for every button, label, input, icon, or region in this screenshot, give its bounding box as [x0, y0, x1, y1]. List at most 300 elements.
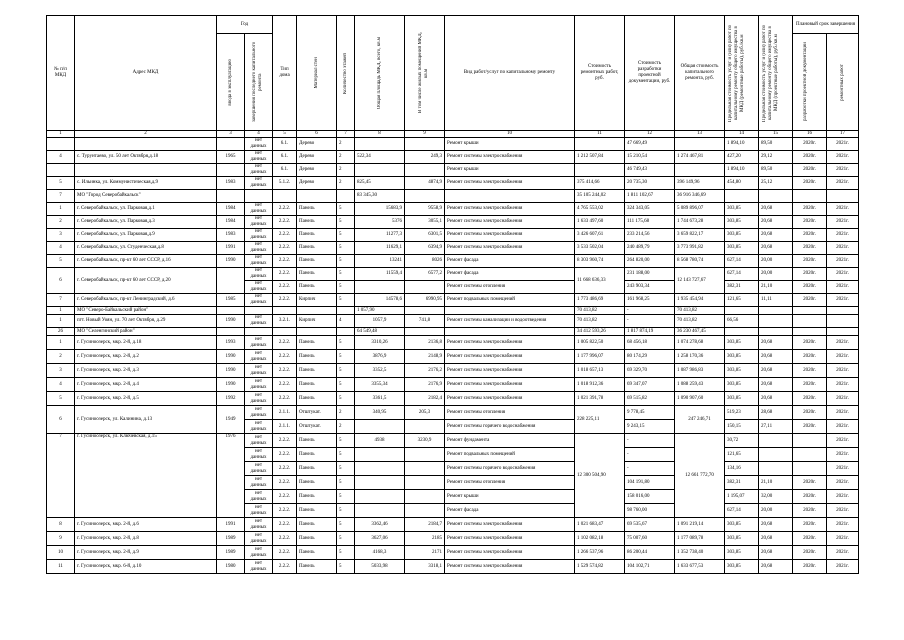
- cell-total-area: [355, 490, 405, 504]
- cell-design-cost: 9 243,15: [625, 420, 675, 434]
- col-number: 12: [625, 131, 675, 138]
- cell-repair-cost: 3 533 502,04: [575, 242, 625, 255]
- cell-year-commission: 1983: [217, 229, 245, 242]
- cell-work-type: Ремонт системы электроснабжения: [445, 151, 575, 164]
- cell-floors: 5: [337, 434, 355, 448]
- cell-empty: [245, 328, 273, 336]
- cell-empty: [759, 307, 793, 315]
- table-row: [47, 406, 859, 420]
- cell-limit-2: 25,12: [759, 177, 793, 190]
- cell-premises-area: 2171: [405, 546, 445, 560]
- cell-work-type: Ремонт системы электроснабжения: [445, 518, 575, 532]
- cell-total-cost: 36 230 467,45: [675, 328, 725, 336]
- cell-num: 1: [47, 203, 75, 216]
- cell-year-commission: 1992: [217, 392, 245, 406]
- cell-limit-2: 89,50: [759, 138, 793, 151]
- cell-premises-area: 6990,95: [405, 294, 445, 307]
- cell-num: 1: [47, 336, 75, 350]
- cell-year-last-repair: нет данных: [245, 462, 273, 476]
- table-row: [47, 242, 859, 255]
- cell-work-type: Ремонт фасада: [445, 268, 575, 281]
- cell-plan-design: 2020г.: [793, 268, 827, 281]
- cell-wall-material: Панель: [297, 268, 337, 281]
- cell-work-type: Ремонт системы электроснабжения: [445, 378, 575, 392]
- cell-house-type: 2.2.2.: [273, 532, 297, 546]
- cell-plan-repair: 2021г.: [827, 476, 859, 490]
- cell-premises-area: [405, 164, 445, 177]
- cell-limit-2: [759, 448, 793, 462]
- col-number: 10: [445, 131, 575, 138]
- cell-floors: 5: [337, 462, 355, 476]
- cell-limit-1: 303,85: [725, 350, 759, 364]
- cell-limit-2: 27,11: [759, 420, 793, 434]
- cell-limit-2: 20,68: [759, 546, 793, 560]
- cell-floors: 2: [337, 406, 355, 420]
- cell-plan-design: 2020г.: [793, 490, 827, 504]
- cell-limit-2: 20,00: [759, 504, 793, 518]
- cell-num: 5: [47, 392, 75, 406]
- table-row: [47, 315, 859, 328]
- col-number: 15: [759, 131, 793, 138]
- cell-address: г. Северобайкальск, ул. Парковая,д.9: [75, 229, 217, 242]
- cell-repair-cost: 375 414,66: [575, 177, 625, 190]
- cell-year-last-repair: нет данных: [245, 151, 273, 164]
- cell-floors: 2: [337, 177, 355, 190]
- cell-house-type: 2.2.2.: [273, 546, 297, 560]
- cell-year-last-repair: нет данных: [245, 378, 273, 392]
- cell-repair-cost: 70 413,82: [575, 307, 625, 315]
- cell-plan-repair: 2021г.: [827, 392, 859, 406]
- cell-limit-2: 20,68: [759, 242, 793, 255]
- cell-empty: [793, 307, 827, 315]
- cell-year-commission: 1949: [217, 406, 245, 434]
- cell-total-cost: 396 149,96: [675, 177, 725, 190]
- cell-num: 1: [47, 307, 75, 315]
- cell-total-area: [355, 420, 405, 434]
- cell-premises-area: 3230,9: [405, 434, 445, 448]
- cell-wall-material: Дерево: [297, 138, 337, 151]
- cell-total-area: 3627,06: [355, 532, 405, 546]
- cell-floors: 5: [337, 546, 355, 560]
- cell-design-cost: 15 210,54: [625, 151, 675, 164]
- cell-total-area: 4168,3: [355, 546, 405, 560]
- cell-limit-2: 20,68: [759, 560, 793, 574]
- cell-wall-material: Панель: [297, 490, 337, 504]
- table-row: [47, 268, 859, 281]
- cell-wall-material: Панель: [297, 476, 337, 490]
- table-row: [47, 546, 859, 560]
- cell-premises-area: 6394,9: [405, 242, 445, 255]
- cell-wall-material: Панель: [297, 229, 337, 242]
- cell-total-area: 825,45: [355, 177, 405, 190]
- cell-wall-material: Панель: [297, 364, 337, 378]
- cell-design-cost: -: [625, 315, 675, 328]
- cell-total-cost: [675, 164, 725, 177]
- cell-empty: [273, 190, 297, 203]
- cell-plan-repair: 2021г.: [827, 532, 859, 546]
- cell-house-type: 2.2.2.: [273, 242, 297, 255]
- cell-total-cost: 1 633 677,53: [675, 560, 725, 574]
- cell-limit-2: 29,12: [759, 151, 793, 164]
- cell-house-type: 2.2.2.: [273, 268, 297, 281]
- cell-total-cost: 70 413,82: [675, 315, 725, 328]
- cell-house-type: 2.2.2.: [273, 462, 297, 476]
- cell-house-type: 5.1.2.: [273, 177, 297, 190]
- cell-year-commission: 1990: [217, 350, 245, 364]
- cell-design-cost: 231 188,00: [625, 268, 675, 281]
- col-number: 1: [47, 131, 75, 138]
- cell-repair-cost: 1 633 497,60: [575, 216, 625, 229]
- cell-repair-cost: 34 412 593,26: [575, 328, 625, 336]
- cell-floors: 5: [337, 378, 355, 392]
- cell-num: 7: [47, 434, 75, 518]
- cell-num: 8: [47, 518, 75, 532]
- cell-total-cost: 8 568 780,74: [675, 255, 725, 268]
- cell-empty: [245, 190, 273, 203]
- cell-limit-2: 20,68: [759, 229, 793, 242]
- cell-premises-area: 3318,1: [405, 560, 445, 574]
- header-work-type: Вид работ/услуг по капитальному ремонту: [445, 16, 575, 131]
- cell-wall-material: Кирпич: [297, 315, 337, 328]
- cell-house-type: 2.2.2.: [273, 294, 297, 307]
- cell-num: 10: [47, 546, 75, 560]
- cell-limit-1: 519,23: [725, 406, 759, 420]
- cell-empty: [827, 307, 859, 315]
- cell-total-cost: 247 246,71: [675, 406, 725, 434]
- cell-year-last-repair: нет данных: [245, 448, 273, 462]
- cell-wall-material: Панель: [297, 532, 337, 546]
- cell-total-cost: 1 074 278,68: [675, 336, 725, 350]
- cell-design-cost: 324 343,05: [625, 203, 675, 216]
- cell-wall-material: Панель: [297, 203, 337, 216]
- col-number: 3: [217, 131, 245, 138]
- cell-total-area: 3352,5: [355, 364, 405, 378]
- cell-limit-2: [759, 462, 793, 476]
- cell-plan-design: 2020г.: [793, 378, 827, 392]
- cell-design-cost: 233 214,56: [625, 229, 675, 242]
- cell-year-last-repair: нет данных: [245, 490, 273, 504]
- cell-wall-material: Панель: [297, 281, 337, 294]
- cell-work-type: Ремонт системы отопления: [445, 476, 575, 490]
- cell-year-last-repair: нет данных: [245, 138, 273, 151]
- table-row: [47, 164, 859, 177]
- municipality-total-row: [47, 190, 859, 203]
- cell-work-type: Ремонт системы электроснабжения: [445, 336, 575, 350]
- capital-repair-table-page: [46, 15, 858, 574]
- cell-plan-design: 2020г.: [793, 336, 827, 350]
- cell-design-cost: 75 007,60: [625, 532, 675, 546]
- cell-num: 4: [47, 151, 75, 164]
- cell-plan-repair: 2021г.: [827, 378, 859, 392]
- cell-num: 1: [47, 315, 75, 328]
- table-row: [47, 378, 859, 392]
- cell-plan-design: 2020г.: [793, 504, 827, 518]
- cell-floors: 5: [337, 336, 355, 350]
- cell-empty: [217, 190, 245, 203]
- cell-repair-cost: 35 105 244,02: [575, 190, 625, 203]
- header-year-commission: ввода в эксплуатацию: [217, 34, 245, 131]
- cell-plan-design: 2020г.: [793, 560, 827, 574]
- cell-plan-design: 2020г.: [793, 216, 827, 229]
- cell-premises-area: 2185: [405, 532, 445, 546]
- cell-plan-design: 2020г.: [793, 229, 827, 242]
- cell-year-commission: 1990: [217, 378, 245, 392]
- cell-house-type: 2.2.2.: [273, 216, 297, 229]
- cell-year-commission: 1990: [217, 364, 245, 378]
- cell-year-last-repair: нет данных: [245, 164, 273, 177]
- cell-floors: 5: [337, 203, 355, 216]
- cell-work-type: Ремонт системы электроснабжения: [445, 177, 575, 190]
- cell-limit-1: 150,15: [725, 420, 759, 434]
- cell-address: [75, 164, 217, 177]
- cell-total-area: [355, 462, 405, 476]
- cell-premises-area: 205,3: [405, 406, 445, 420]
- cell-empty: [217, 307, 245, 315]
- table-row: [47, 560, 859, 574]
- cell-premises-area: 2182,4: [405, 392, 445, 406]
- cell-wall-material: Дерево: [297, 164, 337, 177]
- cell-total-cost: [675, 138, 725, 151]
- cell-total-area: 11629,1: [355, 242, 405, 255]
- cell-num: [47, 138, 75, 151]
- col-number: 17: [827, 131, 859, 138]
- cell-wall-material: Панель: [297, 336, 337, 350]
- cell-plan-design: 2020г.: [793, 164, 827, 177]
- cell-empty: [793, 328, 827, 336]
- cell-limit-1: 303,85: [725, 518, 759, 532]
- cell-premises-area: 2148,9: [405, 350, 445, 364]
- cell-year-commission: [217, 268, 245, 294]
- header-design-cost: Стоимость разработки проектной документации, руб.: [625, 16, 675, 131]
- cell-total-area: 3361,5: [355, 392, 405, 406]
- cell-year-last-repair: нет данных: [245, 406, 273, 420]
- cell-floors: 5: [337, 364, 355, 378]
- cell-plan-repair: 2021г.: [827, 406, 859, 420]
- cell-house-type: 2.2.2.: [273, 434, 297, 448]
- cell-house-type: 6.1.: [273, 164, 297, 177]
- cell-limit-2: 20,68: [759, 518, 793, 532]
- cell-work-type: Ремонт системы электроснабжения: [445, 392, 575, 406]
- cell-limit-1: 121,65: [725, 448, 759, 462]
- cell-floors: 5: [337, 242, 355, 255]
- cell-total-cost: 1 088 259,43: [675, 378, 725, 392]
- cell-repair-cost: 1 018 657,13: [575, 364, 625, 378]
- cell-repair-cost: 8 303 960,74: [575, 255, 625, 268]
- col-number: 6: [297, 131, 337, 138]
- cell-num: 7: [47, 190, 75, 203]
- cell-repair-cost: 1 773 486,69: [575, 294, 625, 307]
- cell-limit-2: 20,00: [759, 268, 793, 281]
- cell-house-type: 2.2.2.: [273, 392, 297, 406]
- cell-empty: [337, 190, 355, 203]
- cell-year-commission: 1989: [217, 546, 245, 560]
- cell-address: г. Гусиноозерск, мкр. 2-й, д.4: [75, 378, 217, 392]
- cell-year-last-repair: нет данных: [245, 476, 273, 490]
- cell-empty: [337, 328, 355, 336]
- cell-plan-design: 2020г.: [793, 532, 827, 546]
- cell-plan-design: 2020г.: [793, 350, 827, 364]
- cell-premises-area: [405, 476, 445, 490]
- cell-house-type: 2.2.2.: [273, 448, 297, 462]
- cell-work-type: Ремонт крыши: [445, 164, 575, 177]
- header-wall-material: Материал стен: [297, 16, 337, 131]
- cell-plan-repair: 2021г.: [827, 336, 859, 350]
- cell-total-cost: 1 352 738,40: [675, 546, 725, 560]
- cell-address: г. Гусиноозерск, мкр. 2-й, д.2: [75, 350, 217, 364]
- cell-limit-1: 427,20: [725, 151, 759, 164]
- cell-total-area: 4938: [355, 434, 405, 448]
- cell-plan-design: 2020г.: [793, 177, 827, 190]
- cell-design-cost: 47 669,49: [625, 138, 675, 151]
- cell-design-cost: 46 749,43: [625, 164, 675, 177]
- cell-work-type: Ремонт системы отопления: [445, 406, 575, 420]
- cell-limit-2: 89,50: [759, 164, 793, 177]
- cell-limit-1: 303,85: [725, 392, 759, 406]
- cell-limit-1: 134,16: [725, 462, 759, 476]
- cell-floors: 5: [337, 229, 355, 242]
- cell-empty: [273, 328, 297, 336]
- cell-limit-1: 303,85: [725, 560, 759, 574]
- header-plan-group: Плановый срок завершения: [793, 16, 859, 34]
- col-number: 2: [75, 131, 217, 138]
- header-num: № п/п МКД: [47, 16, 75, 131]
- cell-premises-area: [405, 462, 445, 476]
- cell-plan-repair: 2021г.: [827, 151, 859, 164]
- cell-plan-repair: 2021г.: [827, 216, 859, 229]
- cell-floors: 2: [337, 164, 355, 177]
- cell-work-type: Ремонт фасада: [445, 255, 575, 268]
- cell-repair-cost: 1 005 822,50: [575, 336, 625, 350]
- cell-wall-material: Панель: [297, 434, 337, 448]
- cell-limit-1: 303,85: [725, 546, 759, 560]
- cell-plan-repair: 2021г.: [827, 229, 859, 242]
- cell-limit-2: 32,00: [759, 490, 793, 504]
- cell-limit-1: 303,85: [725, 378, 759, 392]
- cell-limit-2: 20,68: [759, 392, 793, 406]
- col-number: 14: [725, 131, 759, 138]
- cell-design-cost: 1 817 874,19: [625, 328, 675, 336]
- cell-address: г. Северобайкальск, ул. Парковая,д.3: [75, 216, 217, 229]
- cell-plan-design: [793, 462, 827, 476]
- header-floors: Количество этажей: [337, 16, 355, 131]
- cell-total-cost: 70 413,82: [675, 307, 725, 315]
- cell-premises-area: 2176,9: [405, 378, 445, 392]
- col-number: 4: [245, 131, 273, 138]
- cell-plan-design: 2020г.: [793, 242, 827, 255]
- cell-design-cost: 264 820,00: [625, 255, 675, 268]
- cell-limit-1: 454,80: [725, 177, 759, 190]
- cell-repair-cost: 70 413,82: [575, 315, 625, 328]
- cell-total-cost: 1 090 907,60: [675, 392, 725, 406]
- table-row: [47, 364, 859, 378]
- cell-empty: [445, 307, 575, 315]
- cell-year-last-repair: нет данных: [245, 255, 273, 268]
- cell-limit-1: 303,85: [725, 364, 759, 378]
- cell-plan-design: 2020г.: [793, 392, 827, 406]
- cell-total-area: 5376: [355, 216, 405, 229]
- cell-total-area: 3355,34: [355, 378, 405, 392]
- cell-design-cost: -: [625, 434, 675, 448]
- cell-limit-2: 20,68: [759, 203, 793, 216]
- cell-total-area: [355, 281, 405, 294]
- cell-plan-repair: 2021г.: [827, 255, 859, 268]
- cell-wall-material: Панель: [297, 560, 337, 574]
- cell-total-cost: 1 177 089,78: [675, 532, 725, 546]
- cell-limit-2: 20,68: [759, 364, 793, 378]
- cell-address: с. Турунтаево, ул. 50 лет Октября,д.18: [75, 151, 217, 164]
- table-row: [47, 350, 859, 364]
- cell-total-area: 1 057,90: [355, 307, 405, 315]
- cell-plan-design: 2020г.: [793, 546, 827, 560]
- cell-premises-area: [405, 420, 445, 434]
- cell-plan-repair: 2021г.: [827, 281, 859, 294]
- cell-year-last-repair: нет данных: [245, 268, 273, 281]
- cell-house-type: 2.2.2.: [273, 504, 297, 518]
- cell-design-cost: 69 347,07: [625, 378, 675, 392]
- cell-repair-cost: [575, 164, 625, 177]
- cell-year-last-repair: нет данных: [245, 364, 273, 378]
- cell-floors: 4: [337, 315, 355, 328]
- cell-plan-repair: 2021г.: [827, 560, 859, 574]
- cell-empty: [217, 328, 245, 336]
- cell-year-commission: 1983: [217, 177, 245, 190]
- cell-wall-material: Кирпич: [297, 294, 337, 307]
- cell-address: г. Гусиноозерск, мкр. 2-й, д.18: [75, 336, 217, 350]
- col-number: 9: [405, 131, 445, 138]
- cell-plan-design: 2020г.: [793, 138, 827, 151]
- table-row: [47, 434, 859, 448]
- col-number: 13: [675, 131, 725, 138]
- cell-num: 5: [47, 177, 75, 190]
- cell-house-type: 2.1.1.: [273, 420, 297, 434]
- cell-premises-area: 249,3: [405, 151, 445, 164]
- cell-repair-cost: 12 300 504,90: [575, 434, 625, 518]
- cell-total-cost: 3 773 991,82: [675, 242, 725, 255]
- cell-design-cost: 9 778,45: [625, 406, 675, 420]
- cell-repair-cost: 1 212 507,84: [575, 151, 625, 164]
- cell-year-last-repair: нет данных: [245, 177, 273, 190]
- cell-design-cost: 86 200,44: [625, 546, 675, 560]
- cell-num: 3: [47, 364, 75, 378]
- cell-wall-material: Панель: [297, 255, 337, 268]
- cell-work-type: Ремонт системы электроснабжения: [445, 546, 575, 560]
- header-house-type: Тип дома: [273, 16, 297, 131]
- cell-num: 6: [47, 268, 75, 294]
- cell-limit-1: 303,85: [725, 242, 759, 255]
- cell-premises-area: [405, 504, 445, 518]
- cell-num: 9: [47, 532, 75, 546]
- cell-wall-material: Панель: [297, 216, 337, 229]
- cell-year-last-repair: нет данных: [245, 242, 273, 255]
- cell-repair-cost: 228 225,11: [575, 406, 625, 434]
- cell-house-type: 2.2.2.: [273, 364, 297, 378]
- cell-premises-area: 2184,7: [405, 518, 445, 532]
- cell-wall-material: Панель: [297, 504, 337, 518]
- cell-empty: [793, 190, 827, 203]
- cell-plan-repair: 2021г.: [827, 164, 859, 177]
- cell-num: 4: [47, 378, 75, 392]
- cell-premises-area: 8026: [405, 255, 445, 268]
- cell-work-type: Ремонт системы электроснабжения: [445, 242, 575, 255]
- table-row: [47, 216, 859, 229]
- cell-empty: [445, 328, 575, 336]
- cell-limit-2: 20,68: [759, 216, 793, 229]
- table-row: [47, 532, 859, 546]
- cell-total-cost: 1 744 673,28: [675, 216, 725, 229]
- cell-plan-design: 2020г.: [793, 364, 827, 378]
- cell-limit-2: 28,68: [759, 406, 793, 420]
- cell-empty: [725, 328, 759, 336]
